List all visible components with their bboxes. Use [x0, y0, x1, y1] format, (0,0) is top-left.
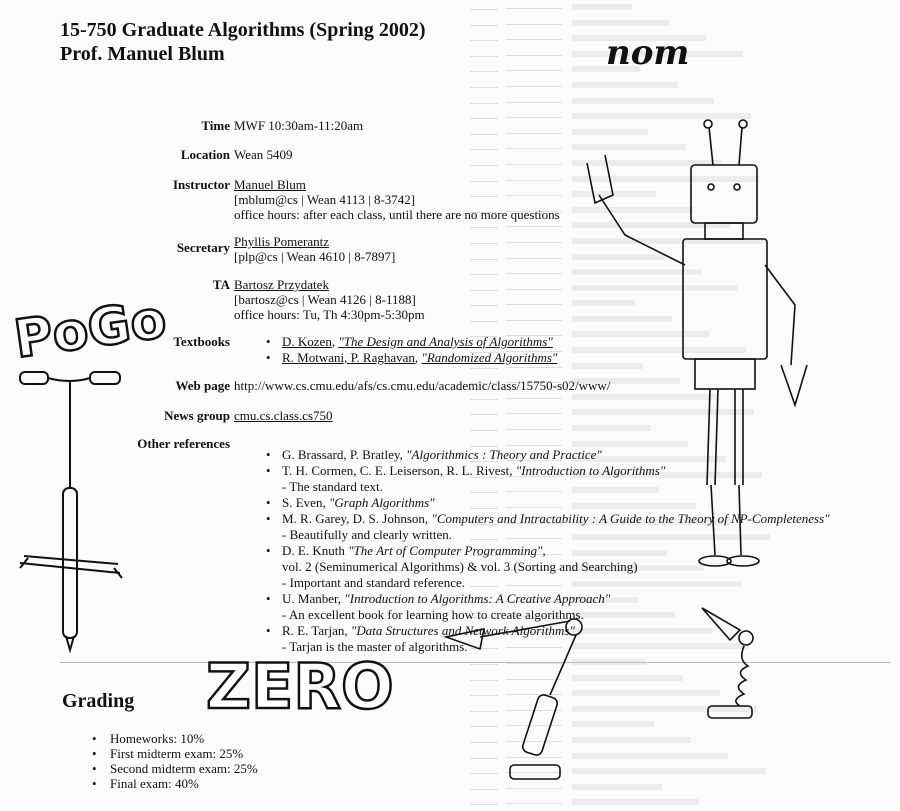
textbook-authors-link[interactable]: D. Kozen: [282, 334, 332, 349]
textbook-item: • R. Motwani, P. Raghavan, "Randomized Algorithms": [266, 350, 557, 366]
zero-doodle: [200, 630, 400, 730]
newsgroup-label: News group: [164, 408, 230, 423]
reference-authors: U. Manber,: [282, 591, 342, 606]
ta-label: TA: [212, 277, 230, 292]
reference-note: - Important and standard reference.: [282, 575, 465, 590]
ta-block: [234, 277, 425, 322]
grading-item: • Homeworks: 10%: [92, 731, 258, 746]
grading-item: • First midterm exam: 25%: [92, 746, 258, 761]
robot-illustration: [585, 115, 825, 645]
textbooks-list: [266, 334, 557, 366]
instructor-label: Instructor: [172, 177, 230, 192]
instructor-name-link[interactable]: Manuel Blum: [234, 177, 306, 192]
newsgroup-link[interactable]: cmu.cs.class.cs750: [234, 408, 333, 423]
secretary-label: Secretary: [176, 240, 230, 255]
reference-authors: M. R. Garey, D. S. Johnson,: [282, 511, 429, 526]
grading-heading: Grading: [62, 690, 135, 712]
course-title: 15-750 Graduate Algorithms (Spring 2002): [60, 19, 426, 41]
reference-title: "Computers and Intractability : A Guide to the Theory of NP-Completeness": [431, 511, 830, 526]
textbook-item: • D. Kozen, "The Design and Analysis of Algorithms": [266, 334, 557, 350]
reference-title: "Introduction to Algorithms: A Creative Approach": [344, 591, 611, 606]
pogo-text: PoGo: [10, 289, 170, 371]
reference-title: "Graph Algorithms": [328, 495, 435, 510]
reference-title: "Algorithmics : Theory and Practice": [406, 447, 602, 462]
textbook-title-link[interactable]: "The Design and Analysis of Algorithms": [338, 334, 553, 349]
reference-authors: S. Even,: [282, 495, 326, 510]
nom-text: nom: [606, 33, 690, 73]
location-value: Wean 5409: [234, 147, 293, 162]
reference-authors: D. E. Knuth: [282, 543, 345, 558]
grading-item: • Final exam: 40%: [92, 776, 258, 791]
time-value: MWF 10:30am-11:20am: [234, 118, 364, 133]
grading-list-wrap: [92, 731, 258, 791]
reference-title: "Data Structures and Network Algorithms": [350, 623, 575, 638]
webpage-url[interactable]: http://www.cs.cmu.edu/afs/cs.cmu.edu/academic/class/15750-s02/www/: [234, 378, 611, 393]
reference-authors: T. H. Cormen, C. E. Leiserson, R. L. Rivest,: [282, 463, 513, 478]
nom-doodle: [600, 28, 730, 78]
pogo-stick-illustration: [10, 368, 130, 658]
reference-title: "Introduction to Algorithms": [515, 463, 666, 478]
secretary-name-link[interactable]: Phyllis Pomerantz: [234, 234, 329, 249]
secretary-contact: [plp@cs | Wean 4610 | 8-7897]: [234, 249, 396, 264]
instructor-contact: [mblum@cs | Wean 4113 | 8-3742]: [234, 192, 416, 207]
instructor-block: [234, 177, 560, 222]
textbooks-label: Textbooks: [173, 334, 230, 349]
secretary-block: [234, 234, 395, 264]
reference-note: - An excellent book for learning how to create algorithms.: [282, 607, 584, 622]
professor-name: Prof. Manuel Blum: [60, 43, 225, 65]
pogo-doodle: [8, 280, 170, 372]
grading-list: [92, 731, 258, 791]
time-label: Time: [201, 118, 230, 133]
reference-note: - Tarjan is the master of algorithms.: [282, 639, 468, 654]
reference-volumes: vol. 2 (Seminumerical Algorithms) & vol. 3 (Sorting and Searching): [282, 559, 638, 574]
instructor-office-hours: office hours: after each class, until there are no more questions: [234, 207, 560, 222]
page-header: [60, 18, 426, 66]
reference-note: - Beautifully and clearly written.: [282, 527, 453, 542]
textbook-authors-link[interactable]: R. Motwani, P. Raghavan: [282, 350, 415, 365]
location-label: Location: [180, 147, 230, 162]
reference-authors: G. Brassard, P. Bratley,: [282, 447, 403, 462]
webpage-label: Web page: [175, 378, 230, 393]
ta-contact: [bartosz@cs | Wean 4126 | 8-1188]: [234, 292, 416, 307]
zero-text: ZERO: [206, 650, 394, 723]
reference-title: "The Art of Computer Programming",: [348, 543, 546, 558]
ta-office-hours: office hours: Tu, Th 4:30pm-5:30pm: [234, 307, 425, 322]
ta-name-link[interactable]: Bartosz Przydatek: [234, 277, 329, 292]
reference-authors: R. E. Tarjan,: [282, 623, 348, 638]
grading-item: • Second midterm exam: 25%: [92, 761, 258, 776]
lamp-illustration-left: [440, 615, 610, 795]
textbooks-list-wrap: [266, 334, 557, 366]
references-label: Other references: [137, 436, 230, 451]
lamp-illustration-right: [690, 600, 780, 730]
reference-note: - The standard text.: [282, 479, 383, 494]
textbook-title-link[interactable]: "Randomized Algorithms": [421, 350, 558, 365]
